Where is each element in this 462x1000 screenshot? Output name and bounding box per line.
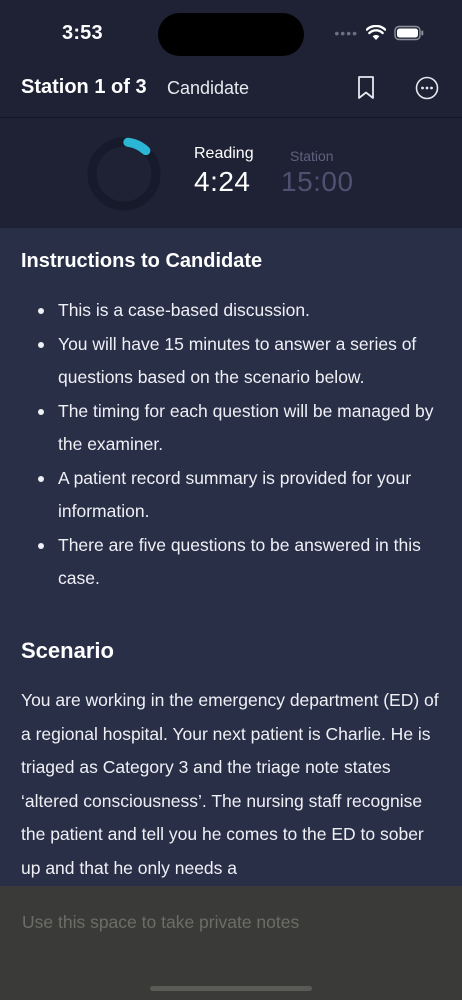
instructions-content[interactable] <box>0 228 462 886</box>
reading-progress-arc <box>128 142 146 150</box>
instructions-heading: Instructions to Candidate <box>21 250 263 272</box>
notes-bar <box>0 886 462 1000</box>
station-timer-label: Station <box>290 148 334 164</box>
scenario-text: You are working in the emergency department (ED) of a regional hospital. Your next patient is Charlie. He is triaged as Category 3 and the triage note states ‘altered consciousness’. The nursing staff recognise the patient and tell you he comes to the ED to sober up and that he only needs a <box>21 690 439 878</box>
list-item: This is a case-based discussion. <box>38 294 442 328</box>
list-item: You will have 15 minutes to answer a series of questions based on the scenario below. <box>38 328 442 395</box>
list-item: There are five questions to be answered in this case. <box>38 529 442 596</box>
status-icons <box>334 23 424 43</box>
reading-progress-ring <box>86 136 162 212</box>
more-options-icon[interactable] <box>413 74 441 102</box>
dynamic-island <box>158 13 304 56</box>
timer-row <box>0 118 462 228</box>
bookmark-icon[interactable] <box>353 74 379 102</box>
top-panel <box>0 0 462 228</box>
scenario-heading: Scenario <box>21 638 114 663</box>
wifi-icon <box>366 25 386 41</box>
status-time: 3:53 <box>62 22 103 44</box>
station-time: 15:00 <box>281 166 354 197</box>
battery-icon <box>394 25 424 41</box>
list-item: The timing for each question will be managed by the examiner. <box>38 395 442 462</box>
instructions-list <box>38 294 442 596</box>
signal-dots-icon: •••• <box>334 25 358 41</box>
reading-time: 4:24 <box>194 166 251 197</box>
status-bar <box>0 0 462 64</box>
role-label: Candidate <box>167 78 250 98</box>
station-title: Station 1 of 3 <box>21 76 147 98</box>
station-header <box>0 64 462 118</box>
list-item: A patient record summary is provided for your information. <box>38 462 442 529</box>
reading-label: Reading <box>194 145 254 162</box>
notes-input[interactable]: Use this space to take private notes <box>22 912 300 932</box>
home-indicator <box>150 986 312 991</box>
